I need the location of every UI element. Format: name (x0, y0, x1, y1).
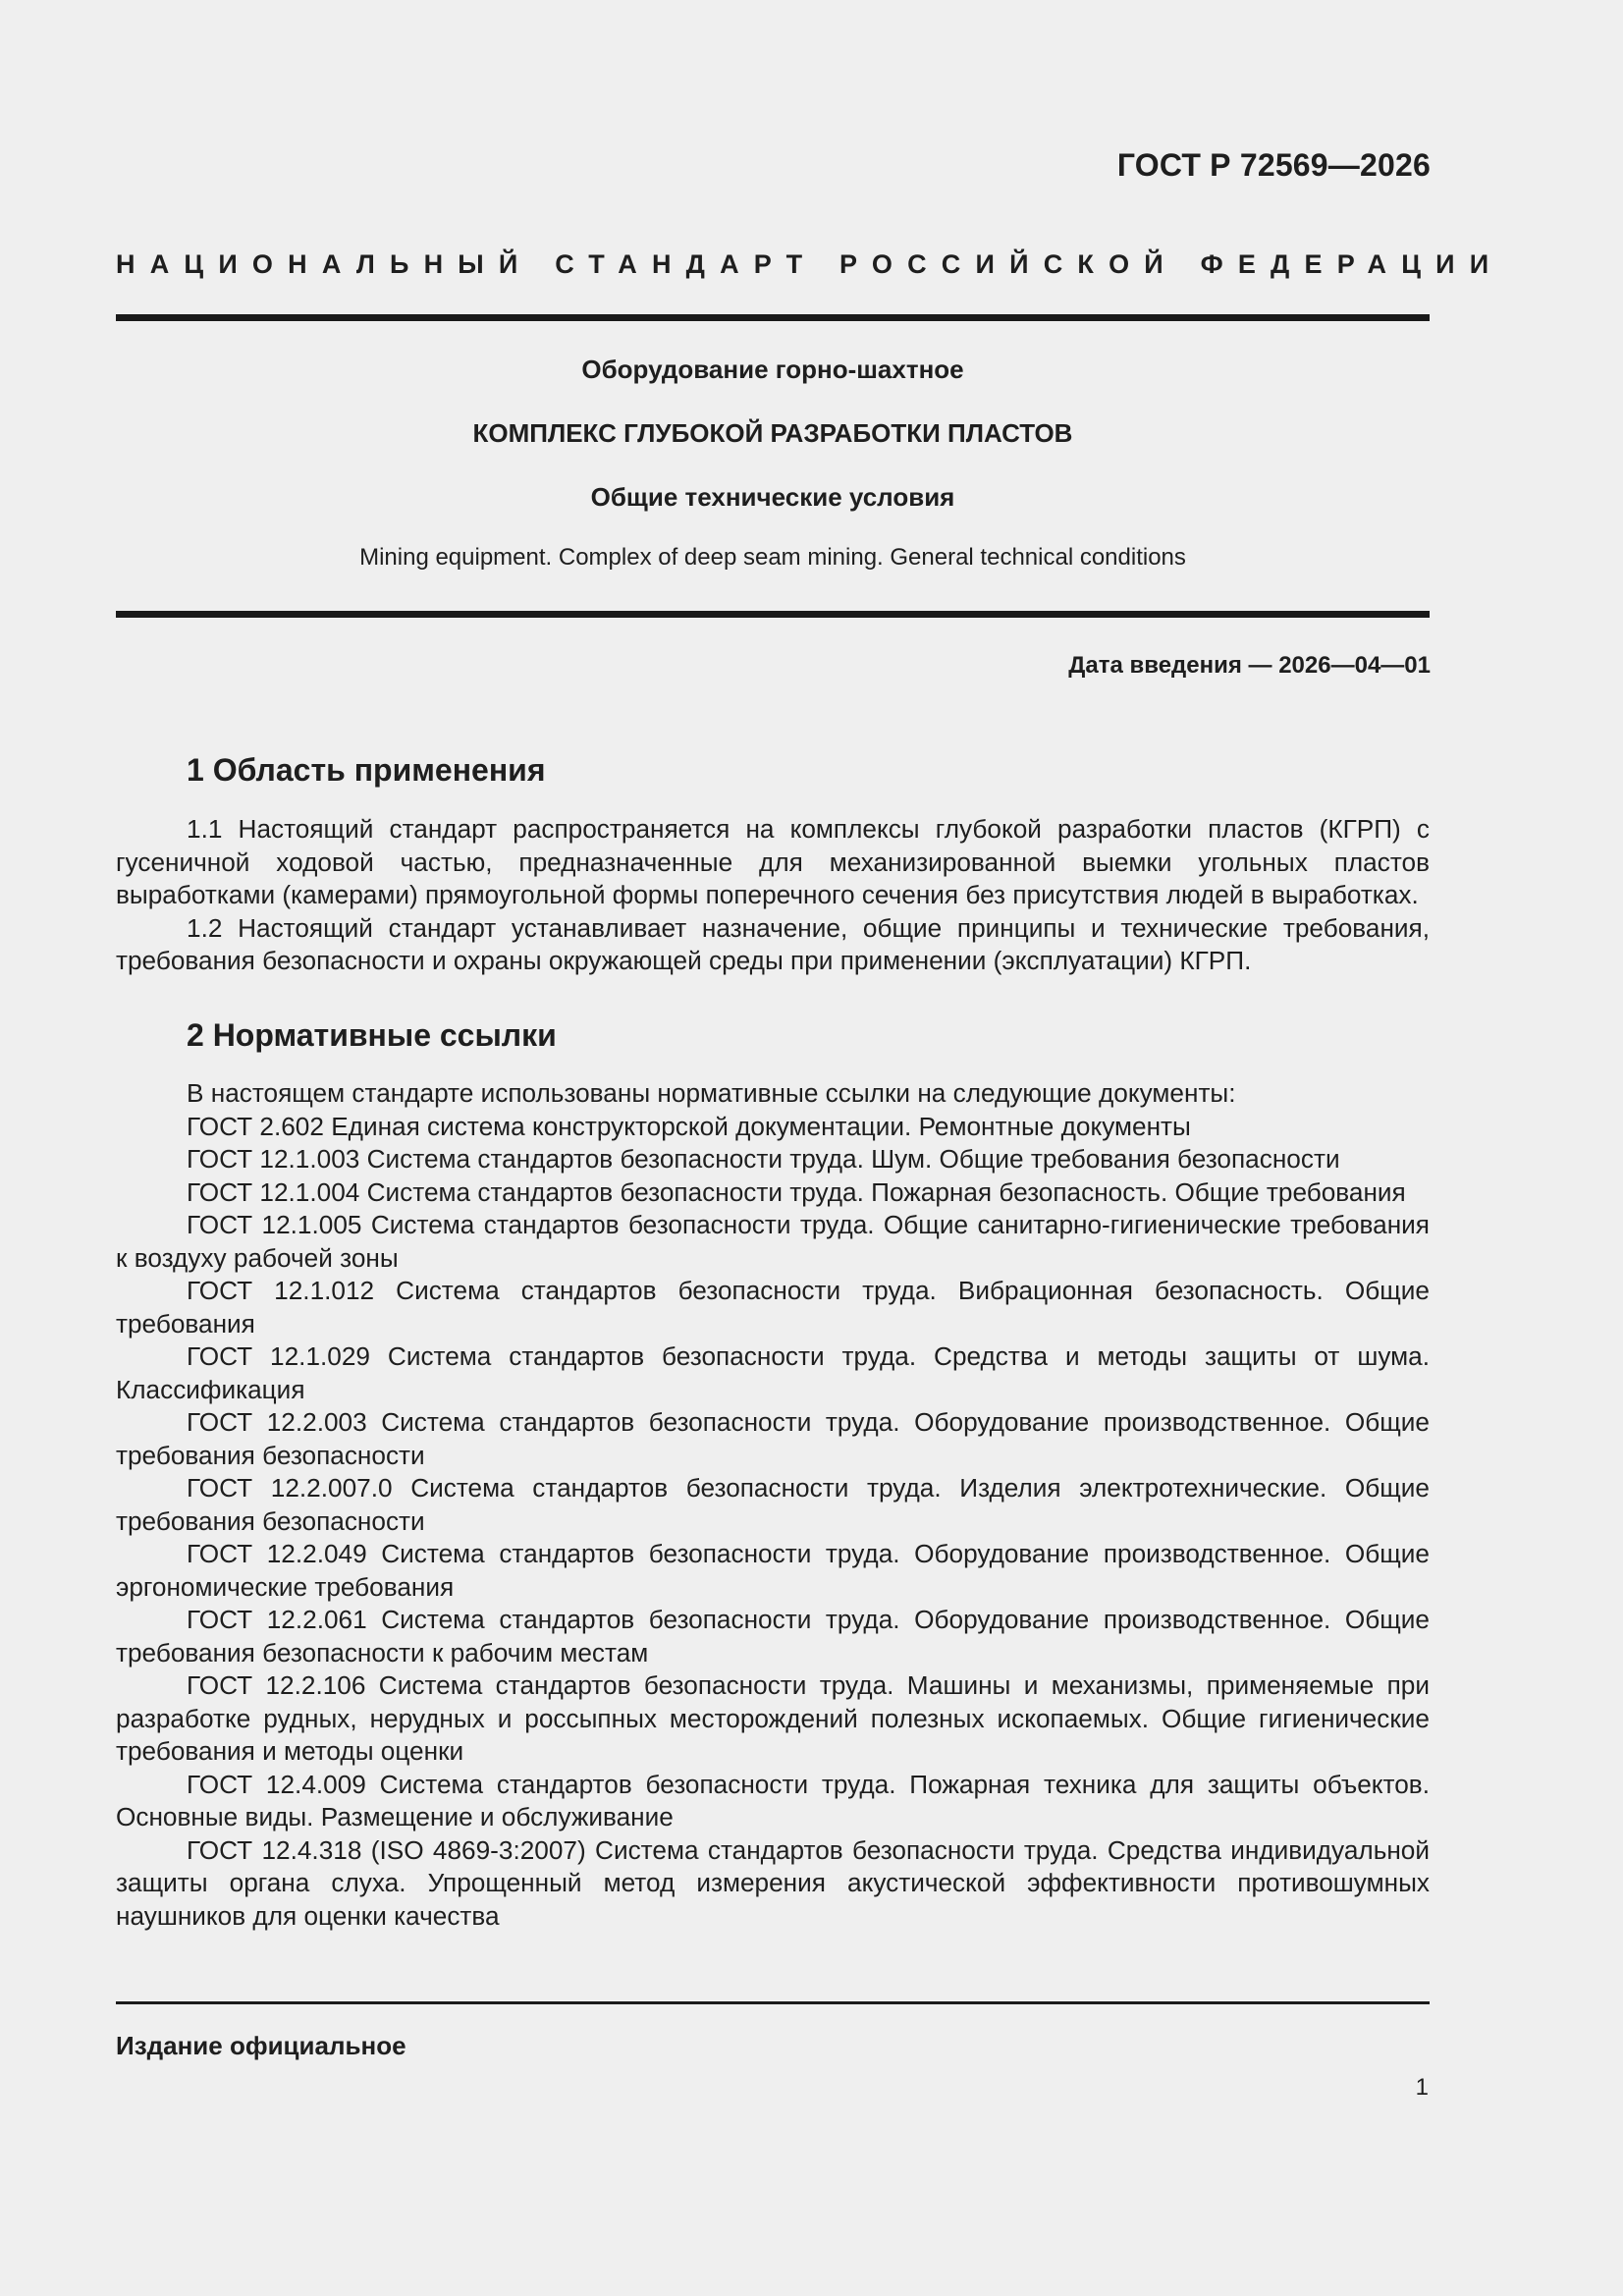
reference-item: ГОСТ 12.1.005 Система стандартов безопасности труда. Общие санитарно-гигиенические требования к воздуху рабочей зоны (116, 1210, 1430, 1273)
reference-item: ГОСТ 12.1.004 Система стандартов безопасности труда. Пожарная безопасность. Общие требования (187, 1176, 1406, 1207)
references-intro: В настоящем стандарте использованы нормативные ссылки на следующие документы: (187, 1078, 1236, 1108)
section-2-body (116, 1077, 1430, 1933)
reference-item: ГОСТ 12.1.029 Система стандартов безопасности труда. Средства и методы защиты от шума. Классификация (116, 1341, 1430, 1404)
english-title: Mining equipment. Complex of deep seam mining. General technical conditions (359, 544, 1186, 571)
title-bottom-rule (116, 611, 1430, 618)
title-line-3: Общие технические условия (590, 482, 955, 512)
page-number: 1 (1415, 2074, 1429, 2101)
reference-item: ГОСТ 12.4.318 (ISO 4869-3:2007) Система стандартов безопасности труда. Средства индивидуальной защиты органа слуха. Упрощенный метод измерения акустической эффективности противошумных наушников для оценки качества (116, 1834, 1430, 1931)
reference-item: ГОСТ 12.2.049 Система стандартов безопасности труда. Оборудование производственное. Общие эргономические требования (116, 1539, 1430, 1602)
reference-item: ГОСТ 12.1.003 Система стандартов безопасности труда. Шум. Общие требования безопасности (187, 1144, 1340, 1174)
reference-item: ГОСТ 12.2.003 Система стандартов безопасности труда. Оборудование производственное. Общие требования безопасности (116, 1407, 1430, 1470)
footer-rule (116, 2001, 1430, 2004)
reference-item: ГОСТ 2.602 Единая система конструкторской документации. Ремонтные документы (187, 1111, 1191, 1141)
reference-item: ГОСТ 12.2.061 Система стандартов безопасности труда. Оборудование производственное. Общие требования безопасности к рабочим местам (116, 1605, 1430, 1667)
title-line-1: Оборудование горно-шахтное (581, 355, 964, 384)
paragraph-1-1: 1.1 Настоящий стандарт распространяется на комплексы глубокой разработки пластов (КГРП) с гусеничной ходовой частью, предназначенные для механизированной выемки угольных пластов выработками (камерами) прямоугольной формы поперечного сечения без присутствия людей в выработках. (116, 814, 1430, 909)
reference-item: ГОСТ 12.1.012 Система стандартов безопасности труда. Вибрационная безопасность. Общие требования (116, 1276, 1430, 1339)
section-2-heading: 2 Нормативные ссылки (187, 1017, 557, 1053)
official-edition-label: Издание официальное (116, 2031, 406, 2060)
section-1-body (116, 813, 1430, 978)
introduction-date: Дата введения — 2026—04—01 (1068, 652, 1431, 679)
title-line-2: КОМПЛЕКС ГЛУБОКОЙ РАЗРАБОТКИ ПЛАСТОВ (472, 418, 1073, 448)
gost-number: ГОСТ Р 72569—2026 (1116, 147, 1431, 183)
reference-item: ГОСТ 12.4.009 Система стандартов безопасности труда. Пожарная техника для защиты объектов. Основные виды. Размещение и обслуживание (116, 1769, 1430, 1831)
top-rule (116, 314, 1430, 321)
reference-item: ГОСТ 12.2.007.0 Система стандартов безопасности труда. Изделия электротехнические. Общие требования безопасности (116, 1473, 1430, 1536)
section-1-heading: 1 Область применения (187, 752, 546, 788)
national-standard-banner: НАЦИОНАЛЬНЫЙ СТАНДАРТ РОССИЙСКОЙ ФЕДЕРАЦИИ (116, 249, 1504, 279)
reference-item: ГОСТ 12.2.106 Система стандартов безопасности труда. Машины и механизмы, применяемые при разработке рудных, нерудных и россыпных месторождений полезных ископаемых. Общие гигиенические требования и методы оценки (116, 1670, 1430, 1766)
paragraph-1-2: 1.2 Настоящий стандарт устанавливает назначение, общие принципы и технические требования, требования безопасности и охраны окружающей среды при применении (эксплуатации) КГРП. (116, 912, 1430, 975)
